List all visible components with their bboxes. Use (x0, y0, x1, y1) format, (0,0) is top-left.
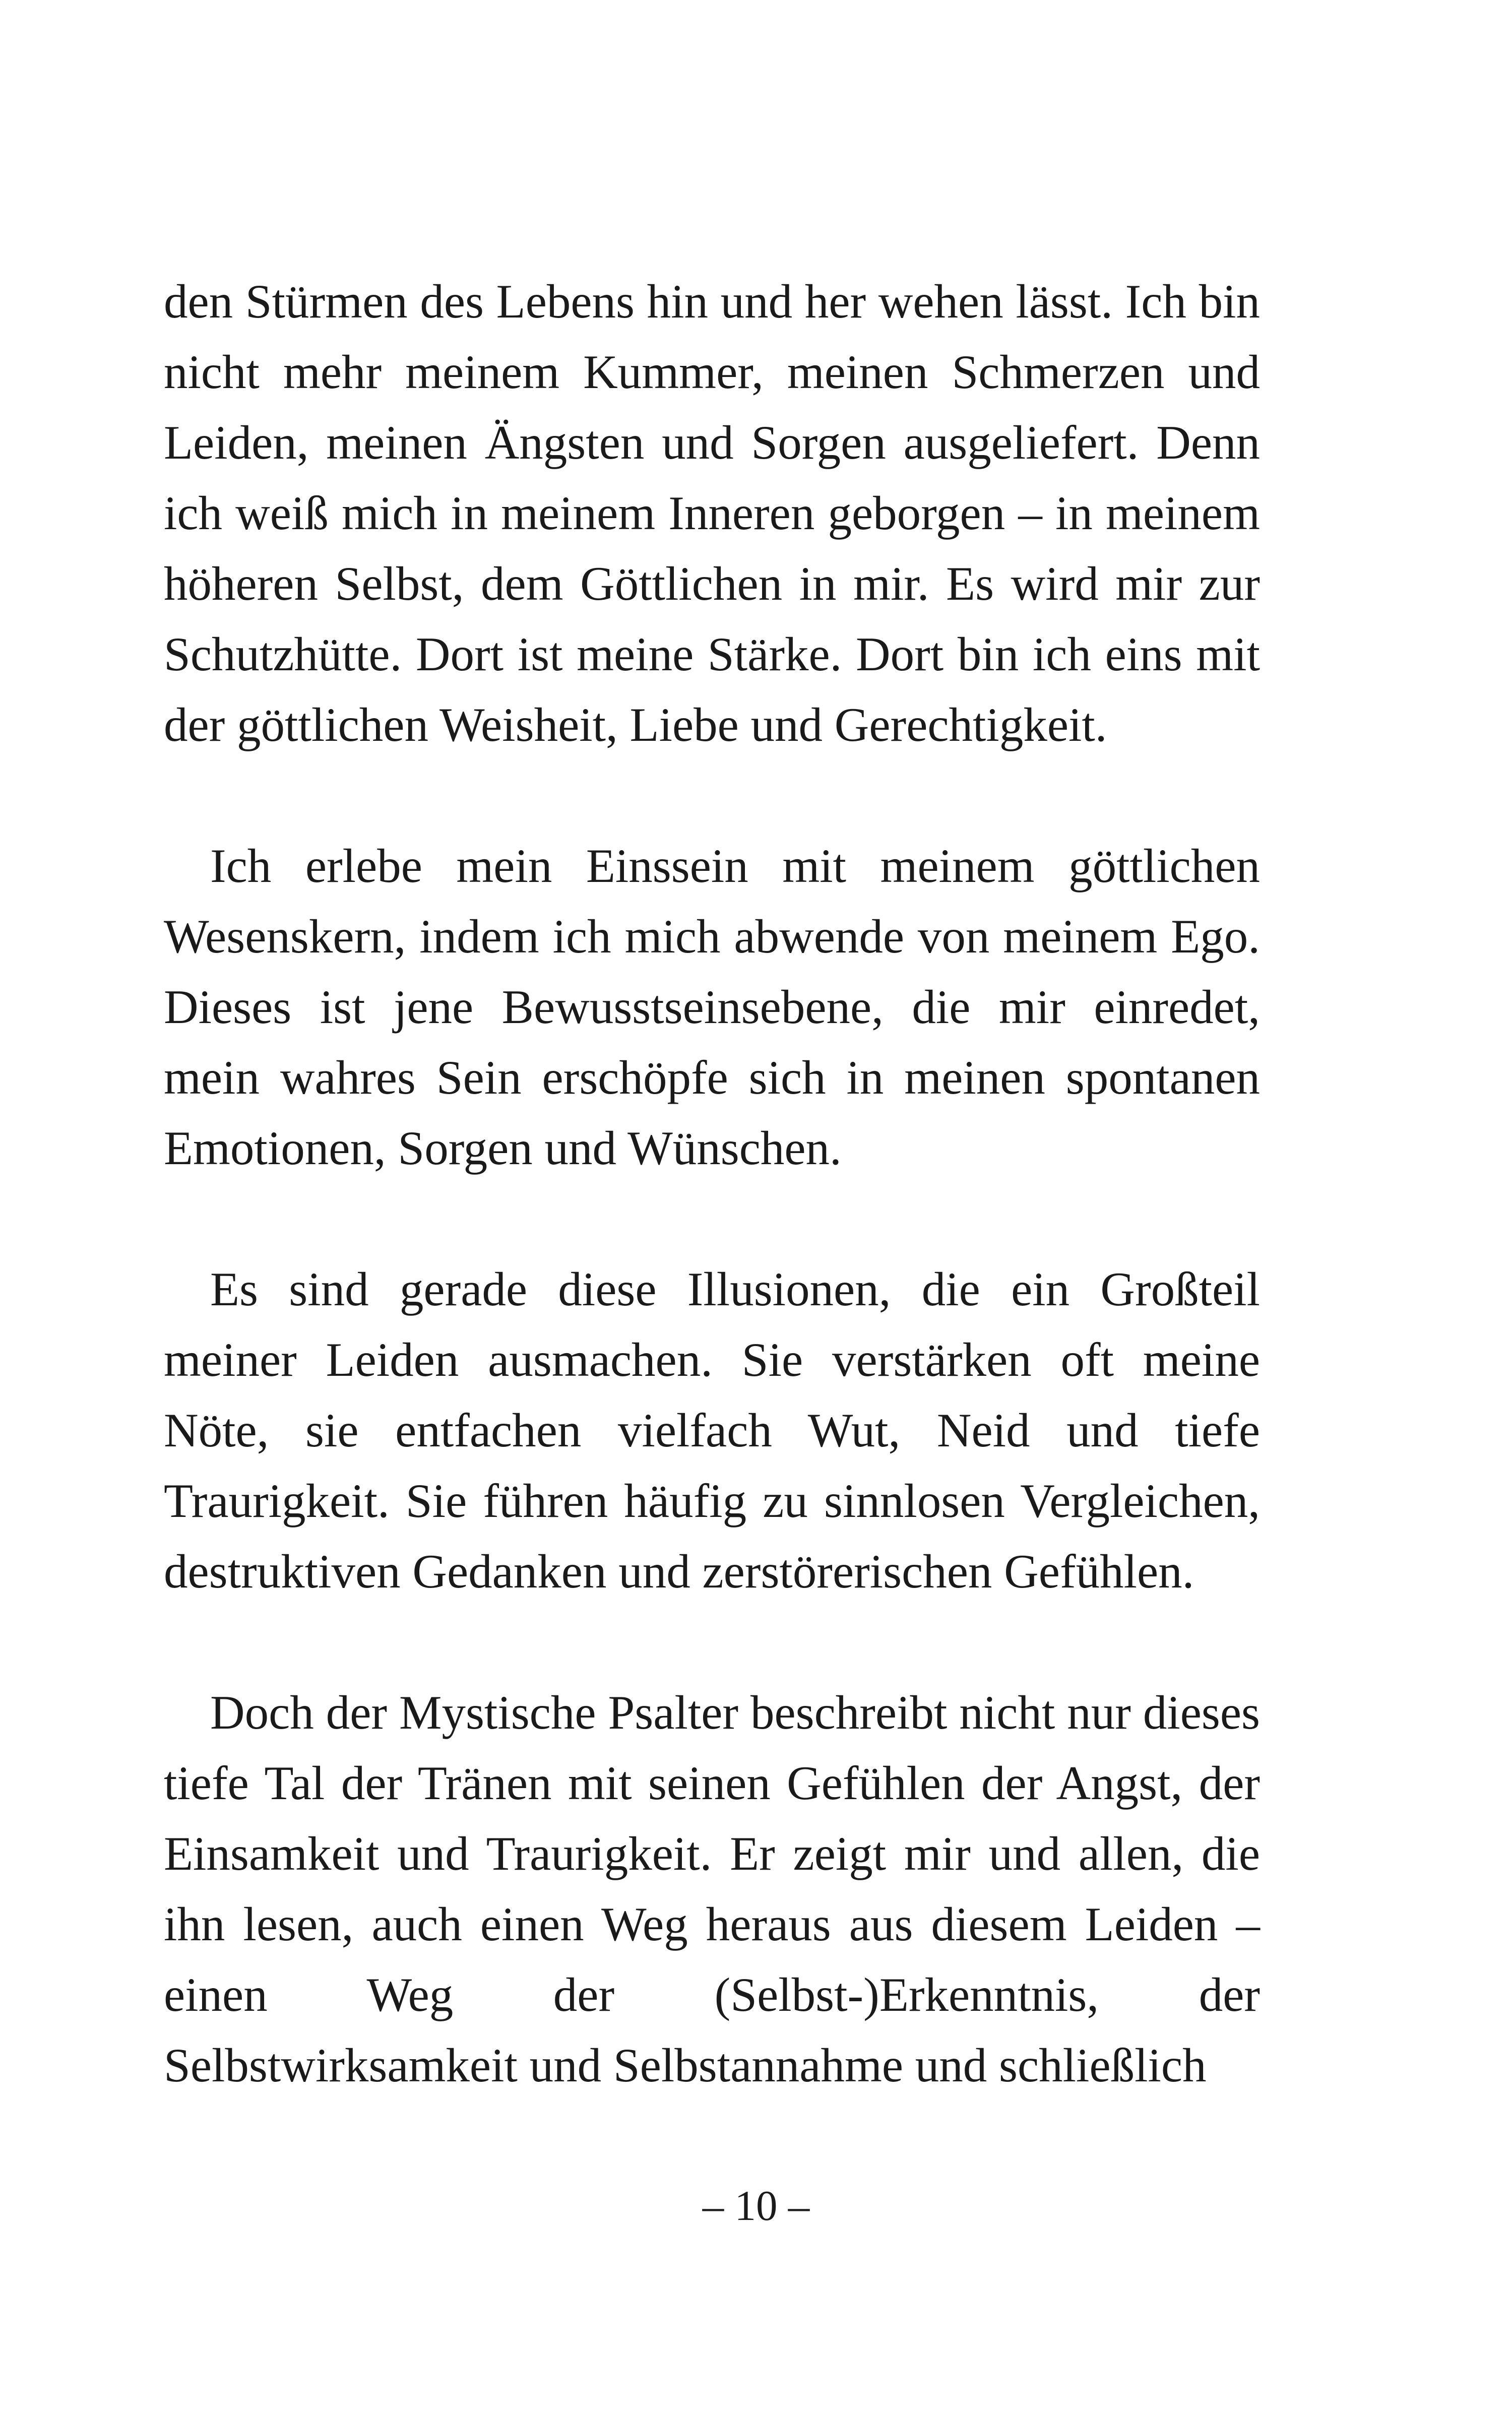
body-text (164, 266, 1260, 2101)
paragraph-1: den Stürmen des Lebens hin und her wehen lässt. Ich bin nicht mehr meinem Kummer, meinen Schmerzen und Leiden, meinen Ängsten und Sorgen ausgeliefert. Denn ich weiß mich in meinem Inneren geborgen – in meinem höheren Selbst, dem Göttlichen in mir. Es wird mir zur Schutzhütte. Dort ist meine Stärke. Dort bin ich eins mit der göttlichen Weisheit, Liebe und Gerechtigkeit. (164, 275, 1260, 751)
page-number: – 10 – (702, 2182, 810, 2230)
paragraph-4: Doch der Mystische Psalter beschreibt nicht nur dieses tiefe Tal der Tränen mit seinen Gefühlen der Angst, der Einsamkeit und Traurigkeit. Er zeigt mir und allen, die ihn lesen, auch einen Weg heraus aus diesem Leiden – einen Weg der (Selbst-)Erkenntnis, der Selbstwirksamkeit und Selbstannahme und schließlich (164, 1686, 1260, 2092)
paragraph-2: Ich erlebe mein Einssein mit meinem göttlichen Wesenskern, indem ich mich abwende von meinem Ego. Dieses ist jene Bewusstseinsebene, die mir einredet, mein wahres Sein erschöpfe sich in meinen spontanen Emotionen, Sorgen und Wünschen. (164, 839, 1260, 1175)
paragraph-3: Es sind gerade diese Illusionen, die ein Großteil meiner Leiden ausmachen. Sie verstärken oft meine Nöte, sie entfachen vielfach Wut, Neid und tiefe Traurigkeit. Sie führen häufig zu sinnlosen Vergleichen, destruktiven Gedanken und zerstörerischen Gefühlen. (164, 1262, 1260, 1598)
